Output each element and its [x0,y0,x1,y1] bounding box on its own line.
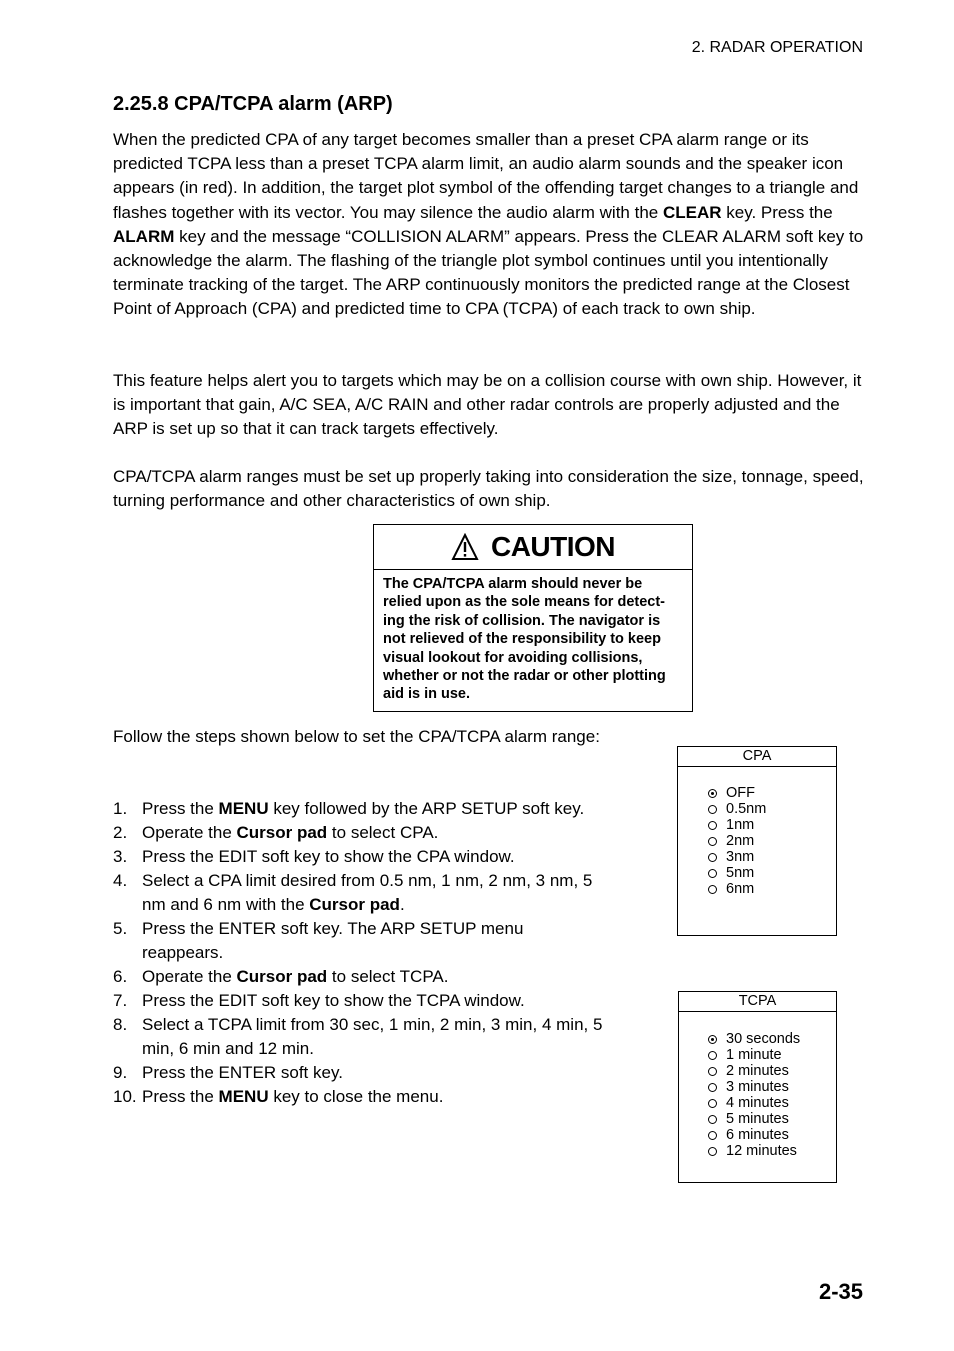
radio-selected-icon [708,789,717,798]
radio-option[interactable] [708,849,836,865]
step-text: Press the EDIT soft key to show the TCPA window. [142,991,525,1010]
radio-option[interactable] [708,1079,836,1095]
radio-option[interactable] [708,1031,836,1047]
tcpa-window [678,991,837,1183]
steps-list [113,797,603,1109]
page-number: 2-35 [818,1279,863,1304]
radio-option[interactable] [708,1111,836,1127]
tcpa-options [679,1012,836,1159]
step-number: 2. [113,823,128,842]
radio-option[interactable] [708,1095,836,1111]
radio-option[interactable] [708,865,836,881]
caution-line: visual lookout for avoiding collisions, [383,649,643,666]
radio-empty-icon [708,1147,717,1156]
radio-empty-icon [708,805,717,814]
step-item [113,821,603,845]
radio-empty-icon [708,1099,717,1108]
caution-line: not relieved of the responsibility to keep [383,631,661,648]
paragraph-alarm-ranges: CPA/TCPA alarm ranges must be set up properly taking into consideration the size, tonnage, speed, turning performance and other characteristics of own ship. [113,467,864,511]
step-item [113,797,603,821]
caution-text [383,575,690,704]
caution-line: whether or not the radar or other plotting [383,668,666,685]
radio-option[interactable] [708,785,836,801]
caution-header [374,525,692,570]
cpa-window [677,746,837,936]
radio-label: 5nm [726,865,755,881]
step-number: 1. [113,799,128,818]
step-item [113,1085,603,1109]
step-text: Operate the Cursor pad to select TCPA. [142,967,449,986]
radio-label: 4 minutes [726,1095,789,1111]
radio-option[interactable] [708,1127,836,1143]
radio-empty-icon [708,837,717,846]
radio-label: OFF [726,785,755,801]
caution-title: CAUTION [490,531,616,562]
radio-empty-icon [708,1115,717,1124]
step-text: Press the MENU key to close the menu. [142,1087,444,1106]
step-item [113,1013,603,1061]
radio-empty-icon [708,869,717,878]
chapter-header: 2. RADAR OPERATION [691,39,863,56]
step-text: Press the ENTER soft key. [142,1063,343,1082]
cpa-options [678,767,836,897]
step-number: 4. [113,871,128,890]
radio-label: 6nm [726,881,755,897]
step-number: 3. [113,847,128,866]
step-item [113,1061,603,1085]
radio-label: 3 minutes [726,1079,789,1095]
step-item [113,917,603,965]
radio-empty-icon [708,853,717,862]
cpa-window-title: CPA [678,747,836,767]
radio-empty-icon [708,1083,717,1092]
step-number: 9. [113,1063,128,1082]
step-number: 6. [113,967,128,986]
radio-empty-icon [708,1051,717,1060]
caution-line: relied upon as the sole means for detect- [383,594,666,611]
step-item [113,845,603,869]
radio-label: 5 minutes [726,1111,789,1127]
radio-option[interactable] [708,1047,836,1063]
radio-label: 12 minutes [726,1143,797,1159]
radio-option[interactable] [708,801,836,817]
section-title: 2.25.8 CPA/TCPA alarm (ARP) [113,93,393,115]
caution-line: aid is in use. [383,686,471,703]
radio-label: 1 minute [726,1047,782,1063]
radio-label: 2 minutes [726,1063,789,1079]
radio-option[interactable] [708,1143,836,1159]
radio-empty-icon [708,821,717,830]
radio-label: 3nm [726,849,755,865]
radio-label: 1nm [726,817,755,833]
radio-empty-icon [708,1131,717,1140]
paragraph-feature-alert: This feature helps alert you to targets which may be on a collision course with own ship. However, it is important that gain, A/C SEA, A/C RAIN and other radar controls are properly adjusted and the ARP is set up so that it can track targets effectively. [113,371,862,439]
radio-empty-icon [708,1067,717,1076]
paragraph-cpa-alarm: When the predicted CPA of any target becomes smaller than a preset CPA alarm range or its predicted TCPA less than a preset TCPA alarm limit, an audio alarm sounds and the speaker icon appears (in red). In addition, the target plot symbol of the offending target changes to a triangle and flashes together with its vector. You may silence the audio alarm with the CLEAR key. Press the ALARM key and the message “COLLISION ALARM” appears. Press the CLEAR ALARM soft key to acknowledge the alarm. The flashing of the triangle plot symbol continues until you intentionally terminate tracking of the target. The ARP continuously monitors the predicted range at the Closest Point of Approach (CPA) and predicted time to CPA (TCPA) of each track to own ship. [113,130,864,319]
steps-intro: Follow the steps shown below to set the CPA/TCPA alarm range: [113,727,600,746]
caution-line: The CPA/TCPA alarm should never be [383,576,643,592]
step-item [113,989,603,1013]
step-item [113,965,603,989]
step-text: Press the ENTER soft key. The ARP SETUP menu reappears. [142,919,524,962]
radio-option[interactable] [708,1063,836,1079]
radio-label: 6 minutes [726,1127,789,1143]
radio-option[interactable] [708,833,836,849]
step-text: Select a CPA limit desired from 0.5 nm, 1 nm, 2 nm, 3 nm, 5 nm and 6 nm with the Cursor pad. [142,871,593,914]
warning-triangle-icon [451,533,479,561]
step-text: Operate the Cursor pad to select CPA. [142,823,439,842]
tcpa-window-title: TCPA [679,992,836,1012]
radio-label: 2nm [726,833,755,849]
caution-line: ing the risk of collision. The navigator is [383,612,661,629]
step-number: 10. [113,1087,137,1106]
radio-label: 30 seconds [726,1031,801,1047]
step-text: Press the MENU key followed by the ARP SETUP soft key. [142,799,585,818]
step-item [113,869,603,917]
radio-label: 0.5nm [726,801,767,817]
radio-option[interactable] [708,881,836,897]
step-text: Select a TCPA limit from 30 sec, 1 min, 2 min, 3 min, 4 min, 5 min, 6 min and 12 min. [142,1015,603,1058]
radio-option[interactable] [708,817,836,833]
step-number: 7. [113,991,128,1010]
step-text: Press the EDIT soft key to show the CPA window. [142,847,515,866]
caution-box [373,524,693,712]
step-number: 5. [113,919,128,938]
step-number: 8. [113,1015,128,1034]
radio-empty-icon [708,885,717,894]
radio-selected-icon [708,1035,717,1044]
